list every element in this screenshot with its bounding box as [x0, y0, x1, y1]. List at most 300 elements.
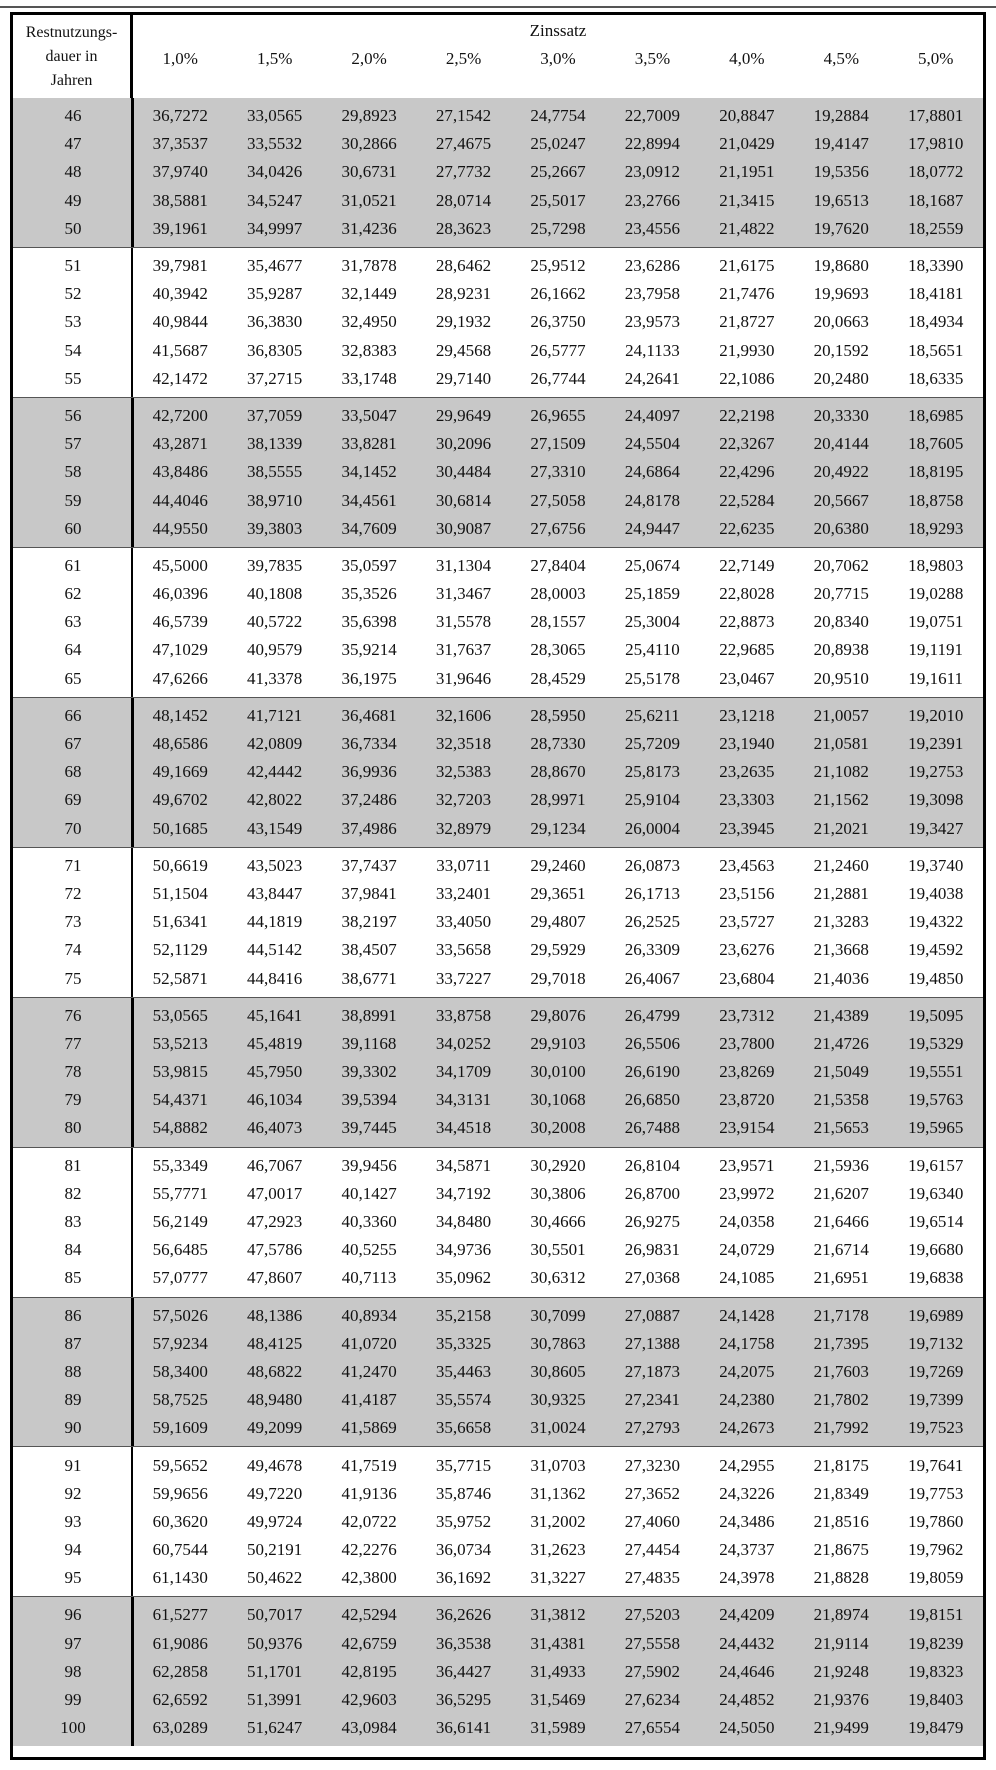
table-row	[13, 365, 983, 393]
factor-cell: 49,9724	[247, 1511, 303, 1531]
factor-cell: 50,2191	[247, 1540, 303, 1560]
table-row	[13, 1236, 983, 1264]
factor-cell: 24,2673	[719, 1418, 775, 1438]
factor-cell: 19,8059	[908, 1568, 964, 1588]
factor-cell: 48,1452	[152, 705, 208, 725]
year-cell: 84	[64, 1240, 82, 1260]
factor-cell: 41,9136	[341, 1483, 397, 1503]
table-header	[13, 15, 983, 101]
factor-cell: 25,5017	[530, 190, 586, 210]
row-group	[13, 697, 983, 847]
factor-cell: 56,6485	[152, 1240, 208, 1260]
factor-cell: 40,5722	[247, 612, 303, 632]
factor-cell: 26,3750	[530, 312, 586, 332]
factor-cell: 24,4209	[719, 1605, 775, 1625]
year-cell: 91	[64, 1455, 82, 1475]
header-label-line: Restnutzungs-	[25, 23, 118, 41]
factor-cell: 21,6951	[813, 1268, 869, 1288]
factor-cell: 41,7519	[341, 1455, 397, 1475]
table-row	[13, 880, 983, 908]
rate-header: 4,0%	[729, 49, 765, 68]
table-row	[13, 786, 983, 814]
table-row	[13, 1564, 983, 1592]
year-cell: 79	[64, 1090, 82, 1110]
factor-cell: 19,3427	[908, 818, 964, 838]
table-row	[13, 580, 983, 608]
factor-cell: 28,9231	[435, 284, 492, 304]
table-row	[13, 702, 983, 730]
factor-cell: 25,2667	[530, 162, 586, 182]
factor-cell: 24,5504	[624, 434, 681, 454]
factor-cell: 57,9234	[152, 1333, 208, 1353]
factor-cell: 22,9685	[719, 640, 775, 660]
factor-cell: 21,4726	[813, 1033, 869, 1053]
factor-cell: 43,8486	[152, 462, 208, 482]
factor-cell: 34,3131	[435, 1090, 492, 1110]
factor-cell: 19,6838	[908, 1268, 964, 1288]
table-row	[13, 1180, 983, 1208]
factor-cell: 35,4463	[435, 1361, 492, 1381]
factor-cell: 30,6312	[530, 1268, 586, 1288]
factor-cell: 26,1713	[624, 883, 681, 903]
factor-cell: 30,9325	[530, 1390, 586, 1410]
table-row	[13, 158, 983, 186]
factor-cell: 21,0429	[719, 134, 775, 154]
factor-cell: 25,4110	[625, 640, 680, 660]
factor-cell: 38,8991	[341, 1005, 397, 1025]
factor-cell: 40,9844	[152, 312, 208, 332]
factor-cell: 48,9480	[247, 1390, 303, 1410]
factor-cell: 20,8340	[813, 612, 869, 632]
factor-cell: 38,1339	[247, 434, 303, 454]
factor-cell: 40,1808	[247, 584, 303, 604]
table-row	[13, 815, 983, 843]
rate-header: 4,5%	[823, 49, 859, 68]
factor-cell: 35,3325	[435, 1333, 492, 1353]
table-row	[13, 402, 983, 430]
factor-cell: 42,4442	[247, 762, 303, 782]
factor-cell: 22,7149	[719, 555, 775, 575]
factor-cell: 29,2460	[530, 855, 586, 875]
row-group	[13, 247, 983, 397]
top-rule	[0, 6, 996, 8]
factor-cell: 21,5653	[813, 1118, 869, 1138]
table-row	[13, 1414, 983, 1442]
factor-cell: 31,9646	[435, 668, 492, 688]
year-cell: 72	[64, 883, 82, 903]
factor-cell: 26,9831	[624, 1240, 681, 1260]
factor-cell: 28,9971	[530, 790, 586, 810]
factor-cell: 36,5295	[435, 1690, 492, 1710]
factor-cell: 26,4067	[624, 968, 681, 988]
year-cell: 52	[64, 284, 82, 304]
factor-cell: 27,4675	[435, 134, 492, 154]
factor-cell: 46,0396	[152, 584, 208, 604]
factor-cell: 19,8479	[908, 1718, 964, 1738]
factor-cell: 35,8746	[435, 1483, 492, 1503]
factor-cell: 34,8480	[435, 1212, 492, 1232]
factor-cell: 28,0003	[530, 584, 586, 604]
factor-cell: 26,8700	[624, 1183, 681, 1203]
table-row	[13, 458, 983, 486]
factor-cell: 41,0720	[341, 1333, 397, 1353]
factor-cell: 24,0358	[719, 1212, 775, 1232]
factor-cell: 35,0597	[341, 555, 397, 575]
factor-cell: 39,1168	[341, 1033, 397, 1053]
factor-cell: 39,9456	[341, 1155, 397, 1175]
factor-cell: 19,6514	[908, 1212, 964, 1232]
factor-cell: 21,8675	[813, 1540, 869, 1560]
factor-cell: 31,2623	[530, 1540, 586, 1560]
factor-cell: 25,9104	[624, 790, 681, 810]
factor-cell: 27,6554	[624, 1718, 681, 1738]
factor-cell: 21,1082	[813, 762, 869, 782]
factor-cell: 37,9740	[152, 162, 208, 182]
factor-cell: 23,4563	[719, 855, 775, 875]
factor-cell: 51,3991	[247, 1690, 303, 1710]
factor-cell: 59,1609	[152, 1418, 208, 1438]
table-row	[13, 1686, 983, 1714]
year-cell: 60	[64, 518, 82, 538]
year-cell: 62	[64, 584, 82, 604]
factor-cell: 24,0729	[719, 1240, 775, 1260]
factor-cell: 19,1191	[908, 640, 964, 660]
factor-cell: 38,5555	[247, 462, 303, 482]
factor-cell: 45,5000	[152, 555, 208, 575]
factor-cell: 27,4835	[624, 1568, 681, 1588]
factor-cell: 25,6211	[625, 705, 680, 725]
rate-header: 2,5%	[445, 49, 482, 68]
table-row	[13, 1152, 983, 1180]
year-cell: 96	[64, 1605, 82, 1625]
factor-cell: 42,7200	[152, 405, 208, 425]
table-row	[13, 608, 983, 636]
factor-cell: 30,7099	[530, 1305, 586, 1325]
year-cell: 90	[64, 1418, 82, 1438]
factor-cell: 18,6335	[908, 368, 964, 388]
factor-cell: 18,4181	[908, 284, 964, 304]
table-row	[13, 1208, 983, 1236]
factor-cell: 22,8028	[719, 584, 775, 604]
factor-cell: 26,9655	[530, 405, 586, 425]
year-cell: 46	[64, 106, 82, 126]
factor-cell: 27,0887	[624, 1305, 681, 1325]
factor-cell: 48,4125	[247, 1333, 303, 1353]
factor-cell: 19,8323	[908, 1661, 964, 1681]
factor-cell: 53,9815	[152, 1062, 208, 1082]
year-cell: 88	[64, 1361, 82, 1381]
factor-cell: 21,6466	[813, 1212, 869, 1232]
factor-cell: 23,0912	[624, 162, 681, 182]
factor-cell: 47,5786	[247, 1240, 303, 1260]
table-row	[13, 964, 983, 992]
factor-cell: 18,7605	[908, 434, 964, 454]
factor-cell: 51,1701	[247, 1661, 303, 1681]
table-row	[13, 1714, 983, 1742]
factor-cell: 25,3004	[624, 612, 681, 632]
factor-cell: 47,1029	[152, 640, 208, 660]
factor-cell: 19,7860	[908, 1511, 964, 1531]
factor-cell: 36,1975	[341, 668, 397, 688]
factor-cell: 51,6341	[152, 912, 208, 932]
factor-cell: 29,7018	[530, 968, 586, 988]
factor-cell: 57,5026	[152, 1305, 208, 1325]
factor-cell: 34,1709	[435, 1062, 492, 1082]
factor-cell: 19,7620	[813, 218, 869, 238]
factor-cell: 32,5383	[435, 762, 492, 782]
factor-cell: 52,5871	[152, 968, 208, 988]
factor-cell: 58,3400	[152, 1361, 208, 1381]
year-cell: 53	[64, 312, 82, 332]
factor-cell: 21,7476	[719, 284, 775, 304]
factor-cell: 19,7962	[908, 1540, 964, 1560]
factor-cell: 21,2460	[813, 855, 869, 875]
factor-cell: 49,1669	[152, 762, 208, 782]
factor-cell: 39,7981	[152, 256, 208, 276]
factor-cell: 60,3620	[152, 1511, 208, 1531]
factor-cell: 27,6756	[530, 518, 586, 538]
year-cell: 83	[64, 1212, 82, 1232]
year-cell: 67	[64, 734, 82, 754]
factor-cell: 46,4073	[247, 1118, 303, 1138]
factor-cell: 36,3830	[247, 312, 303, 332]
factor-cell: 33,8281	[341, 434, 397, 454]
factor-cell: 50,9376	[247, 1633, 303, 1653]
factor-cell: 24,4432	[719, 1633, 775, 1653]
factor-cell: 61,5277	[152, 1605, 208, 1625]
row-group	[13, 1446, 983, 1596]
factor-cell: 22,2198	[719, 405, 775, 425]
factor-cell: 35,6658	[435, 1418, 492, 1438]
factor-cell: 42,3800	[341, 1568, 397, 1588]
factor-cell: 25,1859	[624, 584, 681, 604]
factor-cell: 27,2793	[624, 1418, 681, 1438]
factor-cell: 48,6822	[247, 1361, 303, 1381]
year-cell: 76	[64, 1005, 82, 1025]
factor-cell: 21,9376	[813, 1690, 869, 1710]
row-group	[13, 1596, 983, 1746]
rate-header: 3,5%	[634, 49, 671, 68]
factor-cell: 59,9656	[152, 1483, 208, 1503]
factor-cell: 21,2881	[813, 883, 869, 903]
factor-cell: 40,3360	[341, 1212, 397, 1232]
factor-cell: 33,0565	[247, 106, 303, 126]
factor-cell: 23,2766	[624, 190, 681, 210]
table-row	[13, 102, 983, 130]
factor-cell: 30,6731	[341, 162, 397, 182]
factor-cell: 23,6804	[719, 968, 775, 988]
factor-cell: 19,5965	[908, 1118, 964, 1138]
factor-cell: 35,6398	[341, 612, 397, 632]
factor-cell: 21,8349	[813, 1483, 869, 1503]
year-cell: 89	[64, 1390, 82, 1410]
factor-cell: 46,7067	[247, 1155, 303, 1175]
table-row	[13, 1480, 983, 1508]
factor-cell: 37,9841	[341, 883, 397, 903]
factor-cell: 34,5871	[435, 1155, 492, 1175]
factor-cell: 21,7802	[813, 1390, 869, 1410]
factor-cell: 27,1388	[624, 1333, 681, 1353]
factor-cell: 21,4036	[813, 968, 869, 988]
factor-cell: 19,4322	[908, 912, 964, 932]
factor-cell: 34,4518	[435, 1118, 492, 1138]
year-cell: 69	[64, 790, 82, 810]
factor-cell: 26,6190	[624, 1062, 681, 1082]
factor-cell: 41,5687	[152, 340, 208, 360]
row-group	[13, 1297, 983, 1447]
factor-cell: 33,4050	[435, 912, 492, 932]
factor-cell: 19,7753	[908, 1483, 964, 1503]
factor-cell: 21,8828	[813, 1568, 869, 1588]
factor-cell: 26,2525	[624, 912, 681, 932]
factor-cell: 25,0247	[530, 134, 586, 154]
rate-header: 1,5%	[256, 49, 293, 68]
factor-cell: 27,5558	[624, 1633, 681, 1653]
year-cell: 92	[64, 1483, 82, 1503]
factor-cell: 39,7835	[247, 555, 303, 575]
year-cell: 95	[64, 1568, 82, 1588]
factor-cell: 19,3098	[908, 790, 964, 810]
factor-cell: 50,4622	[247, 1568, 303, 1588]
factor-cell: 25,9512	[530, 256, 586, 276]
factor-cell: 44,1819	[247, 912, 303, 932]
year-cell: 68	[64, 762, 82, 782]
factor-cell: 29,1932	[435, 312, 492, 332]
year-cell: 99	[64, 1690, 82, 1710]
factor-cell: 28,3623	[435, 218, 492, 238]
factor-cell: 49,7220	[247, 1483, 303, 1503]
factor-cell: 19,7399	[908, 1390, 964, 1410]
factor-cell: 36,4681	[341, 705, 397, 725]
factor-cell: 47,2923	[247, 1212, 303, 1232]
factor-cell: 21,5936	[813, 1155, 869, 1175]
factor-cell: 50,7017	[247, 1605, 303, 1625]
factor-cell: 36,2626	[435, 1605, 492, 1625]
header-interest-rate: Zinssatz	[529, 21, 587, 40]
factor-cell: 41,7121	[247, 705, 303, 725]
factor-cell: 35,7715	[435, 1455, 492, 1475]
factor-cell: 27,7732	[435, 162, 492, 182]
factor-cell: 20,6380	[813, 518, 869, 538]
factor-cell: 24,4097	[624, 405, 681, 425]
factor-cell: 28,7330	[530, 734, 586, 754]
factor-cell: 23,4556	[624, 218, 681, 238]
factor-cell: 23,1940	[719, 734, 775, 754]
table-row	[13, 187, 983, 215]
factor-cell: 19,6513	[813, 190, 869, 210]
factor-cell: 19,7641	[908, 1455, 964, 1475]
factor-cell: 51,6247	[247, 1718, 303, 1738]
year-cell: 55	[64, 368, 82, 388]
factor-cell: 27,0368	[624, 1268, 681, 1288]
factor-cell: 22,1086	[719, 368, 775, 388]
factor-cell: 21,7603	[813, 1361, 869, 1381]
factor-cell: 28,4529	[530, 668, 586, 688]
factor-cell: 19,6340	[908, 1183, 964, 1203]
factor-cell: 39,7445	[341, 1118, 397, 1138]
factor-cell: 26,4799	[624, 1005, 681, 1025]
factor-cell: 20,5667	[813, 490, 869, 510]
factor-cell: 43,5023	[247, 855, 303, 875]
factor-cell: 20,9510	[813, 668, 869, 688]
year-cell: 81	[64, 1155, 82, 1175]
factor-cell: 44,9550	[152, 518, 208, 538]
factor-cell: 19,6157	[908, 1155, 964, 1175]
factor-cell: 31,5989	[530, 1718, 586, 1738]
factor-cell: 34,0426	[247, 162, 303, 182]
factor-cell: 21,9114	[813, 1633, 869, 1653]
factor-cell: 40,1427	[341, 1183, 397, 1203]
factor-cell: 48,1386	[247, 1305, 303, 1325]
year-cell: 63	[64, 612, 82, 632]
factor-cell: 19,8403	[908, 1690, 964, 1710]
factor-cell: 33,5047	[341, 405, 397, 425]
table-row	[13, 1302, 983, 1330]
header-label-line: Jahren	[50, 71, 93, 89]
factor-cell: 24,1428	[719, 1305, 775, 1325]
year-cell: 78	[64, 1062, 82, 1082]
factor-cell: 19,6680	[908, 1240, 964, 1260]
factor-cell: 17,9810	[908, 134, 964, 154]
factor-cell: 20,3330	[813, 405, 869, 425]
table-row	[13, 1086, 983, 1114]
factor-cell: 29,7140	[435, 368, 492, 388]
factor-cell: 34,9736	[435, 1240, 492, 1260]
factor-cell: 32,8383	[341, 340, 397, 360]
table-row	[13, 280, 983, 308]
factor-cell: 32,4950	[341, 312, 397, 332]
factor-cell: 26,7488	[624, 1118, 681, 1138]
factor-cell: 31,3812	[530, 1605, 586, 1625]
factor-cell: 40,5255	[341, 1240, 397, 1260]
table-row	[13, 908, 983, 936]
factor-cell: 18,1687	[908, 190, 964, 210]
factor-cell: 23,5727	[719, 912, 775, 932]
table-row	[13, 665, 983, 693]
factor-cell: 23,8720	[719, 1090, 775, 1110]
factor-cell: 30,3806	[530, 1183, 586, 1203]
factor-cell: 24,1085	[719, 1268, 775, 1288]
factor-cell: 43,1549	[247, 818, 303, 838]
factor-cell: 19,2391	[908, 734, 964, 754]
factor-cell: 27,5058	[530, 490, 586, 510]
table-row	[13, 1386, 983, 1414]
factor-cell: 23,3945	[719, 818, 775, 838]
factor-cell: 39,3803	[247, 518, 303, 538]
year-cell: 75	[64, 968, 82, 988]
factor-cell: 27,8404	[530, 555, 586, 575]
factor-cell: 21,0581	[813, 734, 869, 754]
factor-cell: 24,2641	[624, 368, 681, 388]
factor-cell: 29,1234	[530, 818, 586, 838]
factor-cell: 41,5869	[341, 1418, 397, 1438]
table-row	[13, 1330, 983, 1358]
factor-cell: 60,7544	[152, 1540, 208, 1560]
factor-cell: 50,1685	[152, 818, 208, 838]
factor-cell: 36,8305	[247, 340, 303, 360]
header-rates	[133, 45, 983, 73]
factor-cell: 44,8416	[247, 968, 303, 988]
factor-cell: 24,8178	[624, 490, 681, 510]
factor-cell: 19,5095	[908, 1005, 964, 1025]
factor-cell: 23,7312	[719, 1005, 775, 1025]
table-row	[13, 430, 983, 458]
factor-cell: 37,2486	[341, 790, 397, 810]
factor-cell: 27,1873	[624, 1361, 681, 1381]
factor-cell: 21,7992	[813, 1418, 869, 1438]
row-group	[13, 547, 983, 697]
factor-cell: 19,9693	[813, 284, 869, 304]
